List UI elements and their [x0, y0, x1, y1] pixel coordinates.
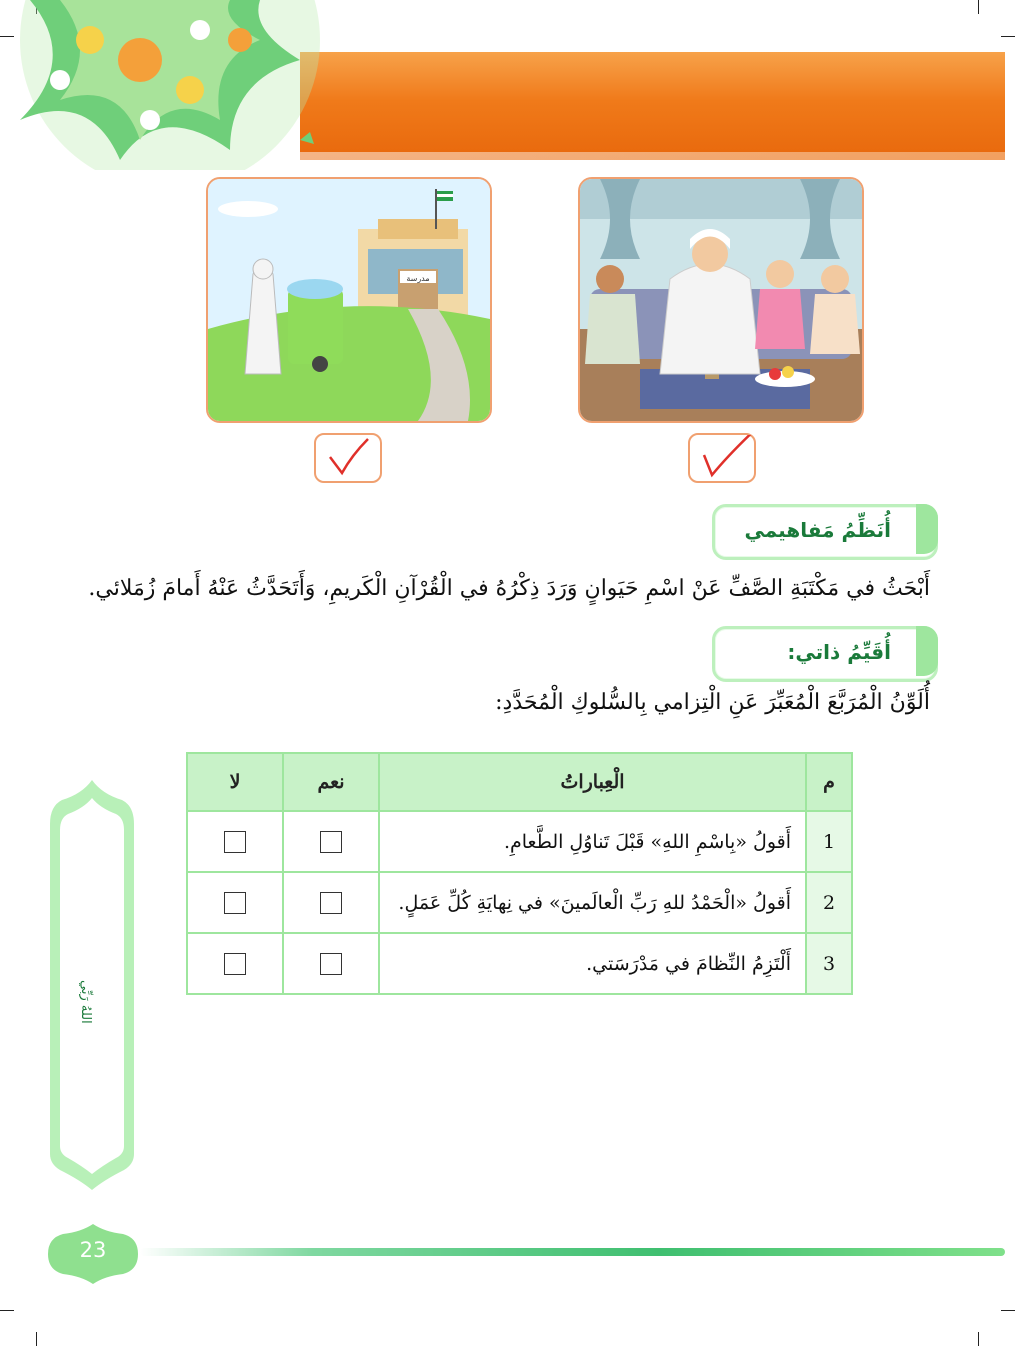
- section-title-organize-text: أُنَظِّمُ مَفاهيمي: [744, 518, 891, 542]
- crop-mark: [0, 1310, 14, 1311]
- header-statement: الْعِباراتُ: [379, 753, 806, 811]
- section-title-self-assess-text: أُقَيِّمُ ذاتي:: [787, 640, 891, 664]
- page-number: 23: [79, 1238, 107, 1262]
- header-yes: نعم: [283, 753, 379, 811]
- no-cell: [187, 933, 283, 994]
- crop-mark: [978, 0, 979, 14]
- row-num: 3: [806, 933, 852, 994]
- yes-checkbox[interactable]: [320, 892, 342, 914]
- no-checkbox[interactable]: [224, 892, 246, 914]
- recycling-at-school-illustration: [206, 177, 492, 423]
- crop-mark: [978, 1332, 979, 1346]
- row-num: 2: [806, 872, 852, 933]
- islamic-ornament-icon: [0, 0, 380, 170]
- header-num: م: [806, 753, 852, 811]
- checkmark-box-right[interactable]: [688, 433, 756, 483]
- red-checkmark-icon: [690, 435, 754, 481]
- section-title-self-assess: [712, 626, 938, 682]
- self-assessment-table: [186, 752, 853, 995]
- crop-mark: [1001, 1310, 1015, 1311]
- no-cell: [187, 872, 283, 933]
- yes-checkbox[interactable]: [320, 953, 342, 975]
- family-praying-before-meal-illustration: [578, 177, 864, 423]
- crop-mark: [1001, 36, 1015, 37]
- yes-cell: [283, 811, 379, 872]
- table-row: [187, 872, 852, 933]
- row-statement: أَقولُ «الْحَمْدُ للهِ رَبِّ الْعالَمينَ» في نِهايَةِ كُلِّ عَمَلٍ.: [379, 872, 806, 933]
- yes-checkbox[interactable]: [320, 831, 342, 853]
- no-checkbox[interactable]: [224, 953, 246, 975]
- yes-cell: [283, 872, 379, 933]
- header-no: لا: [187, 753, 283, 811]
- self-assess-instruction: أُلَوِّنُ الْمُرَبَّعَ الْمُعَبِّرَ عَنِ الْتِزامي بِالسُّلوكِ الْمُحَدَّدِ:: [495, 690, 930, 715]
- table-header-row: [187, 753, 852, 811]
- yes-cell: [283, 933, 379, 994]
- table-row: [187, 811, 852, 872]
- row-statement: أَقولُ «بِاسْمِ اللهِ» قَبْلَ تَناوُلِ الطَّعامِ.: [379, 811, 806, 872]
- side-unit-title: اللهُ رَبِّي: [78, 980, 93, 1024]
- row-num: 1: [806, 811, 852, 872]
- section-title-organize: [712, 504, 938, 560]
- checkmark-box-left[interactable]: [314, 433, 382, 483]
- page-number-badge: [48, 1224, 138, 1284]
- header-band: [300, 52, 1005, 160]
- row-statement: أَلْتَزِمُ النِّظامَ في مَدْرَسَتي.: [379, 933, 806, 994]
- organize-instruction: أَبْحَثُ في مَكْتَبَةِ الصَّفِّ عَنْ اسْمِ حَيَوانٍ وَرَدَ ذِكْرُهُ في الْقُرْآنِ الْكَريمِ، وَأَتَحَدَّثُ عَنْهُ أَمامَ زُمَلائي.: [88, 576, 930, 601]
- footer-rule: [140, 1248, 1005, 1256]
- red-checkmark-icon: [316, 435, 380, 481]
- no-cell: [187, 811, 283, 872]
- table-row: [187, 933, 852, 994]
- no-checkbox[interactable]: [224, 831, 246, 853]
- crop-mark: [36, 1332, 37, 1346]
- svg-text:مدرسة: مدرسة: [406, 274, 430, 283]
